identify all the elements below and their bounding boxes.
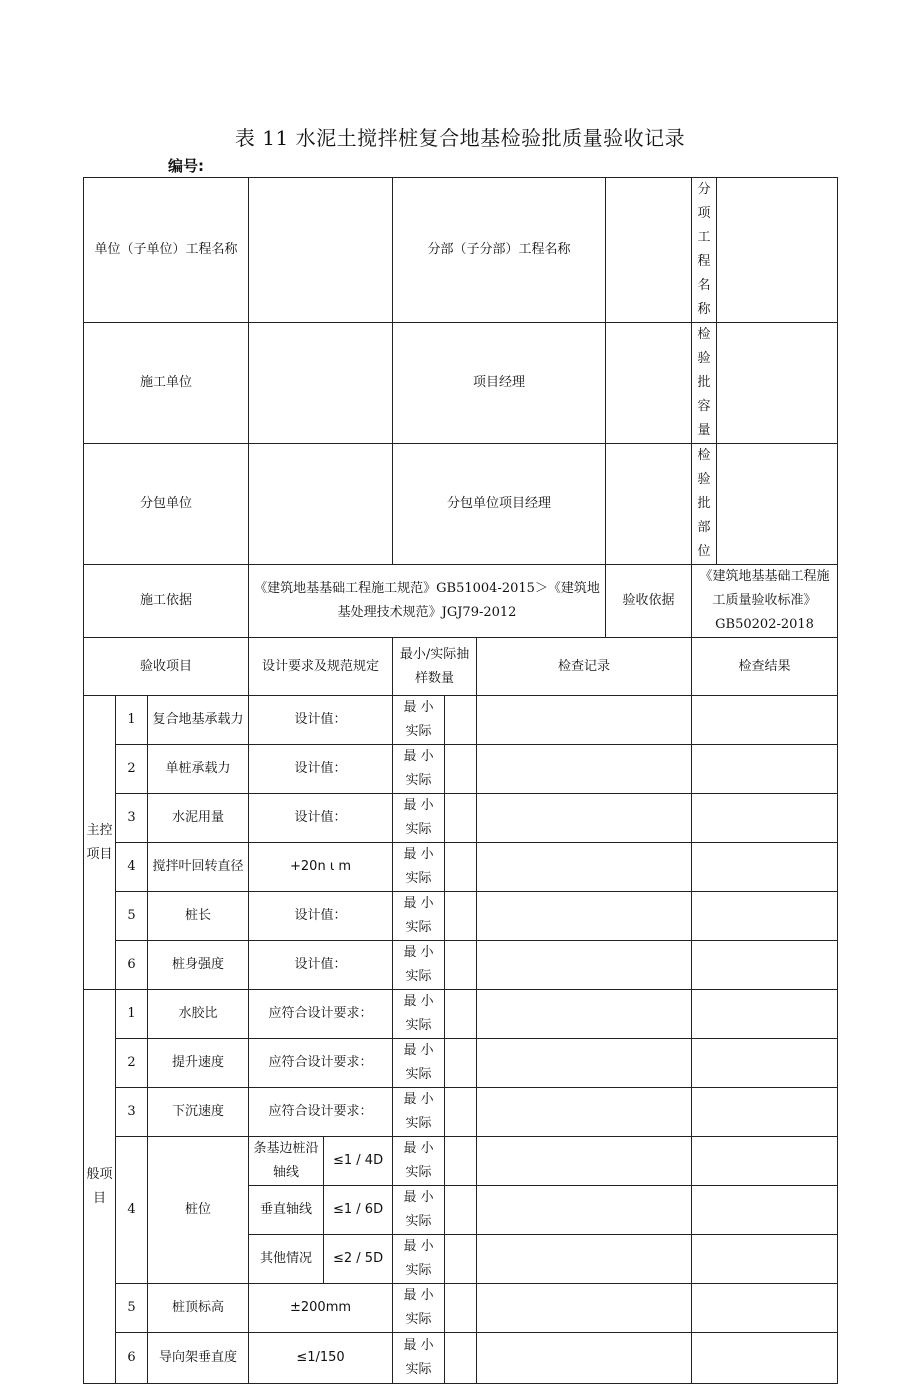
item-no: 4 (116, 1137, 148, 1284)
item-name: 桩长 (148, 892, 249, 941)
sample-actual: 实际 (405, 1263, 432, 1278)
sample-value[interactable] (445, 843, 477, 892)
category-main: 主控项目 (84, 696, 116, 990)
check-record[interactable] (477, 1186, 692, 1235)
check-record[interactable] (477, 990, 692, 1039)
sample-min: 最 小 (403, 700, 434, 715)
subitem-value[interactable] (717, 178, 838, 323)
table-row (84, 941, 838, 990)
col-sample: 最小/实际抽样数量 (393, 638, 477, 696)
check-result[interactable] (692, 990, 838, 1039)
item-name: 导向架垂直度 (148, 1333, 249, 1384)
subcontractor-value[interactable] (249, 444, 393, 565)
table-row (84, 1088, 838, 1137)
check-result[interactable] (692, 1186, 838, 1235)
check-result[interactable] (692, 794, 838, 843)
check-result[interactable] (692, 1137, 838, 1186)
column-header-row (84, 638, 838, 696)
item-no: 2 (116, 1039, 148, 1088)
check-result[interactable] (692, 1088, 838, 1137)
sample-value[interactable] (445, 696, 477, 745)
item-name: 水泥用量 (148, 794, 249, 843)
sample-labels (393, 1039, 445, 1088)
sample-value[interactable] (445, 1186, 477, 1235)
table-row (84, 1137, 838, 1186)
item-requirement: ≤1 / 4D (324, 1137, 393, 1186)
division-value[interactable] (606, 178, 692, 323)
acceptance-basis-label: 验收依据 (606, 565, 692, 638)
header-row-2 (84, 323, 838, 444)
sample-value[interactable] (445, 892, 477, 941)
unit-value[interactable] (249, 178, 393, 323)
check-result[interactable] (692, 1039, 838, 1088)
col-result: 检查结果 (692, 638, 838, 696)
acceptance-basis-value: 《建筑地基基础工程施工质量验收标准》GB50202-2018 (692, 565, 838, 638)
table-row (84, 1039, 838, 1088)
sample-min: 最 小 (403, 1141, 434, 1156)
check-record[interactable] (477, 1235, 692, 1284)
sample-labels (393, 892, 445, 941)
sample-actual: 实际 (405, 773, 432, 788)
item-name: 下沉速度 (148, 1088, 249, 1137)
sample-min: 最 小 (403, 798, 434, 813)
check-result[interactable] (692, 1333, 838, 1384)
sample-min: 最 小 (403, 847, 434, 862)
division-label: 分部（子分部）工程名称 (393, 178, 606, 323)
check-record[interactable] (477, 1039, 692, 1088)
col-item: 验收项目 (84, 638, 249, 696)
table-row (84, 990, 838, 1039)
item-name: 复合地基承载力 (148, 696, 249, 745)
sample-labels (393, 794, 445, 843)
item-requirement: 设计值： (249, 696, 393, 745)
check-result[interactable] (692, 892, 838, 941)
sample-value[interactable] (445, 1284, 477, 1333)
check-record[interactable] (477, 1088, 692, 1137)
pile-condition: 条基边桩沿轴线 (249, 1137, 324, 1186)
table-row (84, 1284, 838, 1333)
check-record[interactable] (477, 1284, 692, 1333)
item-name: 搅拌叶回转直径 (148, 843, 249, 892)
pm-label: 项目经理 (393, 323, 606, 444)
sample-min: 最 小 (403, 749, 434, 764)
part-label: 检验批部位 (692, 444, 717, 565)
sub-pm-value[interactable] (606, 444, 692, 565)
item-no: 1 (116, 990, 148, 1039)
item-requirement: 应符合设计要求： (249, 1088, 393, 1137)
sample-value[interactable] (445, 1235, 477, 1284)
item-no: 3 (116, 1088, 148, 1137)
sample-value[interactable] (445, 1137, 477, 1186)
check-record[interactable] (477, 843, 692, 892)
sample-min: 最 小 (403, 1190, 434, 1205)
sample-labels (393, 1088, 445, 1137)
item-no: 2 (116, 745, 148, 794)
pile-condition: 其他情况 (249, 1235, 324, 1284)
sample-actual: 实际 (405, 822, 432, 837)
check-result[interactable] (692, 1284, 838, 1333)
subitem-label: 分项工程名称 (692, 178, 717, 323)
sample-actual: 实际 (405, 1312, 432, 1327)
sample-labels (393, 745, 445, 794)
item-no: 3 (116, 794, 148, 843)
check-result[interactable] (692, 843, 838, 892)
header-row-3 (84, 444, 838, 565)
document-title: 表 11 水泥土搅拌桩复合地基检验批质量验收记录 (234, 126, 686, 150)
item-requirement: 应符合设计要求： (249, 990, 393, 1039)
item-no: 1 (116, 696, 148, 745)
sample-labels (393, 696, 445, 745)
item-name: 提升速度 (148, 1039, 249, 1088)
code-label: 编号: (168, 157, 204, 175)
sample-value[interactable] (445, 745, 477, 794)
sample-actual: 实际 (405, 969, 432, 984)
item-no: 5 (116, 892, 148, 941)
sample-value[interactable] (445, 1088, 477, 1137)
sample-value[interactable] (445, 941, 477, 990)
item-name: 单桩承载力 (148, 745, 249, 794)
table-row (84, 696, 838, 745)
sample-labels (393, 990, 445, 1039)
sample-min: 最 小 (403, 1288, 434, 1303)
sample-actual: 实际 (405, 724, 432, 739)
sample-min: 最 小 (403, 1338, 434, 1353)
sample-labels (393, 1235, 445, 1284)
check-result[interactable] (692, 745, 838, 794)
check-record[interactable] (477, 892, 692, 941)
sample-actual: 实际 (405, 1165, 432, 1180)
item-requirement: 设计值： (249, 794, 393, 843)
item-requirement: ≤1 / 6D (324, 1186, 393, 1235)
item-requirement: 应符合设计要求： (249, 1039, 393, 1088)
sample-labels (393, 1284, 445, 1333)
sample-actual: 实际 (405, 1067, 432, 1082)
sample-value[interactable] (445, 1333, 477, 1384)
item-requirement: ≤1/150 (249, 1333, 393, 1384)
unit-label: 单位（子单位）工程名称 (84, 178, 249, 323)
item-name: 桩身强度 (148, 941, 249, 990)
basis-value: 《建筑地基基础工程施工规范》GB51004-2015＞《建筑地基处理技术规范》JGJ79-2012 (249, 565, 606, 638)
acceptance-form-table (83, 177, 838, 1384)
sample-labels (393, 843, 445, 892)
part-value[interactable] (717, 444, 838, 565)
category-general: 般项目 (84, 990, 116, 1384)
header-row-1 (84, 178, 838, 323)
item-no: 6 (116, 941, 148, 990)
table-row (84, 892, 838, 941)
sample-actual: 实际 (405, 920, 432, 935)
contractor-label: 施工单位 (84, 323, 249, 444)
item-name: 桩位 (148, 1137, 249, 1284)
sample-actual: 实际 (405, 1214, 432, 1229)
table-row (84, 843, 838, 892)
check-record[interactable] (477, 794, 692, 843)
sample-labels (393, 1186, 445, 1235)
item-name: 桩顶标高 (148, 1284, 249, 1333)
item-no: 4 (116, 843, 148, 892)
sample-labels (393, 1137, 445, 1186)
pm-value[interactable] (606, 323, 692, 444)
check-record[interactable] (477, 1137, 692, 1186)
item-requirement: 设计值： (249, 941, 393, 990)
item-requirement: +20n ι m (249, 843, 393, 892)
item-name: 水胶比 (148, 990, 249, 1039)
check-record[interactable] (477, 745, 692, 794)
sample-min: 最 小 (403, 1043, 434, 1058)
capacity-label: 检验批容量 (692, 323, 717, 444)
table-row (84, 745, 838, 794)
col-record: 检查记录 (477, 638, 692, 696)
check-record[interactable] (477, 941, 692, 990)
sub-pm-label: 分包单位项目经理 (393, 444, 606, 565)
capacity-value[interactable] (717, 323, 838, 444)
col-requirement: 设计要求及规范规定 (249, 638, 393, 696)
check-result[interactable] (692, 696, 838, 745)
item-requirement: ≤2 / 5D (324, 1235, 393, 1284)
check-record[interactable] (477, 1333, 692, 1384)
sample-actual: 实际 (405, 871, 432, 886)
header-row-4 (84, 565, 838, 638)
sample-labels (393, 1333, 445, 1384)
basis-label: 施工依据 (84, 565, 249, 638)
sample-min: 最 小 (403, 1092, 434, 1107)
item-requirement: ±200mm (249, 1284, 393, 1333)
table-row (84, 1333, 838, 1384)
item-requirement: 设计值： (249, 892, 393, 941)
check-record[interactable] (477, 696, 692, 745)
sample-value[interactable] (445, 990, 477, 1039)
sample-actual: 实际 (405, 1018, 432, 1033)
sample-actual: 实际 (405, 1362, 432, 1377)
item-no: 5 (116, 1284, 148, 1333)
table-row (84, 794, 838, 843)
item-requirement: 设计值： (249, 745, 393, 794)
sample-min: 最 小 (403, 994, 434, 1009)
sample-actual: 实际 (405, 1116, 432, 1131)
pile-condition: 垂直轴线 (249, 1186, 324, 1235)
check-result[interactable] (692, 941, 838, 990)
contractor-value[interactable] (249, 323, 393, 444)
check-result[interactable] (692, 1235, 838, 1284)
sample-min: 最 小 (403, 945, 434, 960)
item-no: 6 (116, 1333, 148, 1384)
sample-value[interactable] (445, 794, 477, 843)
sample-min: 最 小 (403, 1239, 434, 1254)
sample-labels (393, 941, 445, 990)
subcontractor-label: 分包单位 (84, 444, 249, 565)
sample-value[interactable] (445, 1039, 477, 1088)
sample-min: 最 小 (403, 896, 434, 911)
